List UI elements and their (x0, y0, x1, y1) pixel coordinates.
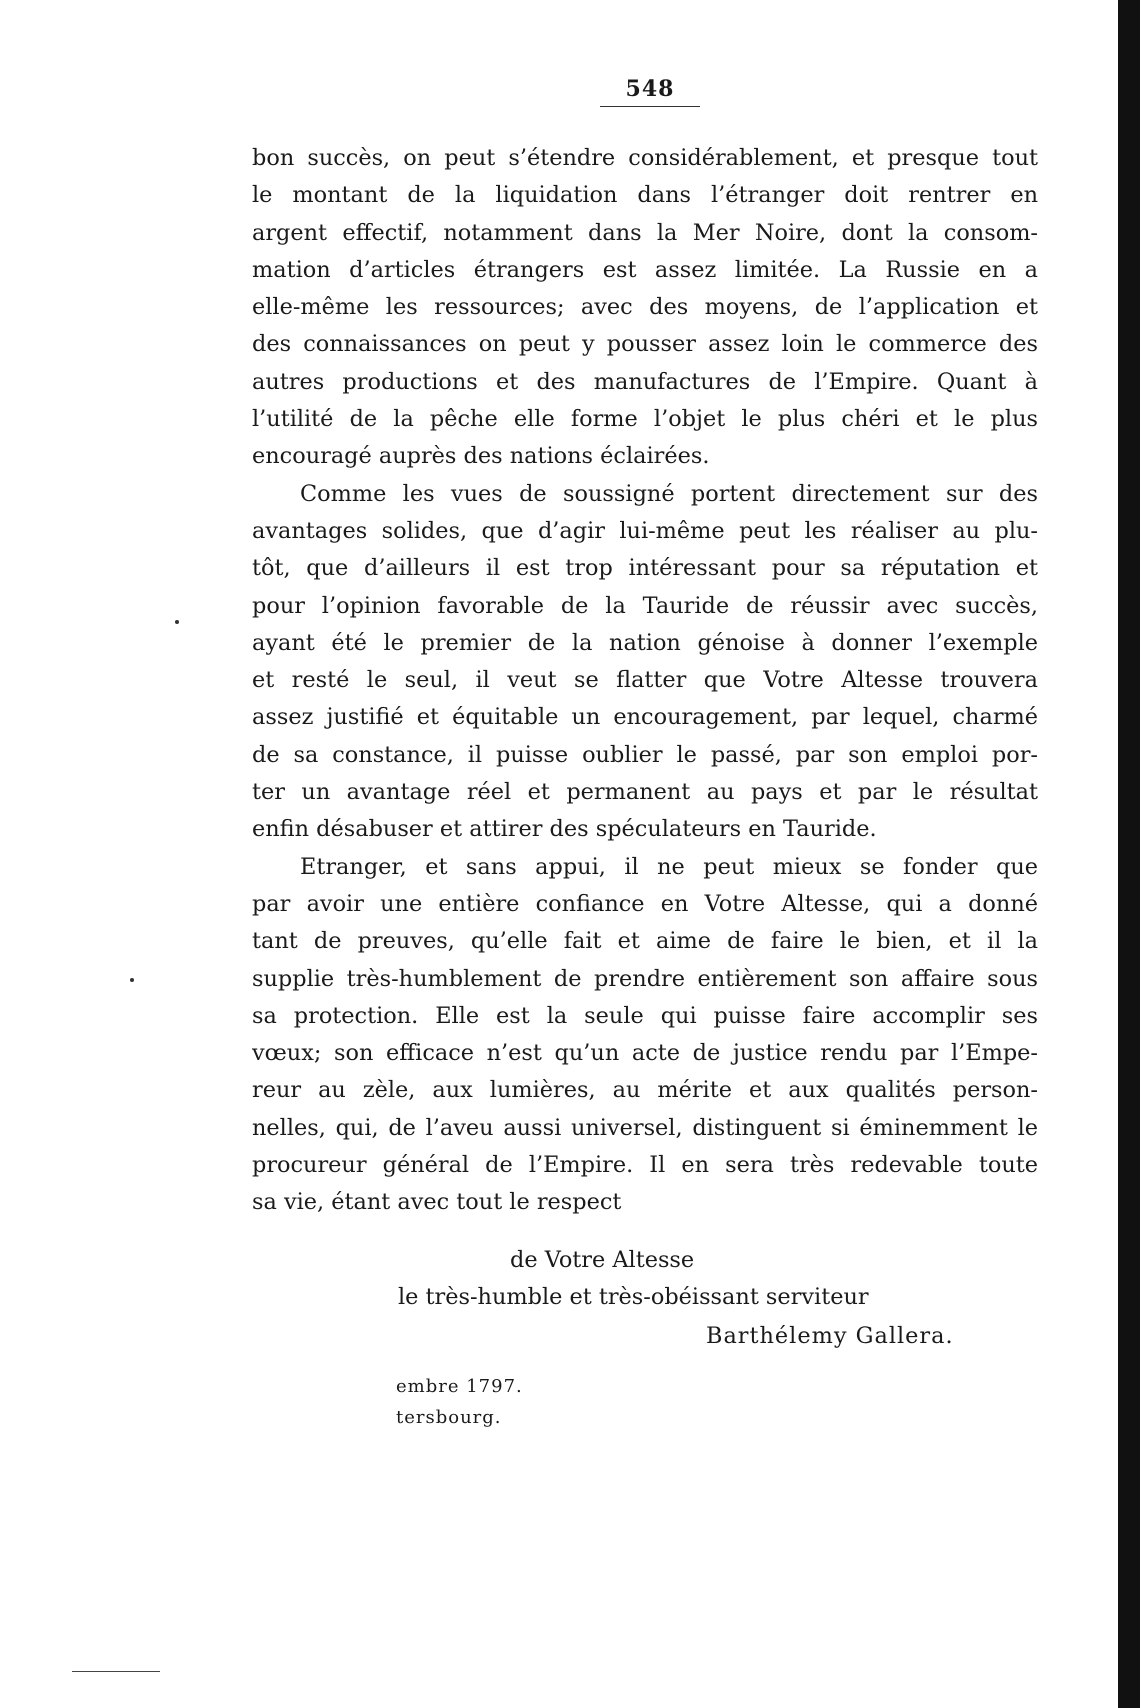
text-line: reur au zèle, aux lumières, au mérite et aux qualités person- (252, 1077, 1038, 1104)
text-line: et resté le seul, il veut se flatter que Votre Altesse trouvera (252, 667, 1038, 694)
dateline-date: embre 1797. (396, 1376, 523, 1397)
scan-speck (130, 978, 134, 982)
text-line: pour l’opinion favorable de la Tauride de réussir avec succès, (252, 592, 1038, 619)
scan-speck (175, 620, 179, 624)
signature: Barthélemy Gallera. (706, 1323, 954, 1349)
text-line: sa vie, étant avec tout le respect (252, 1189, 622, 1216)
page-number-rule (600, 106, 700, 107)
footnote-rule (72, 1671, 160, 1672)
text-line: de sa constance, il puisse oublier le passé, par son emploi por- (252, 741, 1038, 768)
text-line: procureur général de l’Empire. Il en sera très redevable toute (252, 1152, 1038, 1179)
closing-formula: le très-humble et très-obéissant serviteur (398, 1284, 869, 1310)
closing-salutation: de Votre Altesse (510, 1247, 695, 1273)
text-line: tant de preuves, qu’elle fait et aime de faire le bien, et il la (252, 928, 1038, 955)
text-line: tôt, que d’ailleurs il est trop intéressant pour sa réputation et (252, 555, 1038, 582)
text-line: Comme les vues de soussigné portent directement sur des (300, 480, 1038, 507)
text-line: supplie très-humblement de prendre entièrement son affaire sous (252, 965, 1038, 992)
text-line: nelles, qui, de l’aveu aussi universel, distinguent si éminemment le (252, 1114, 1038, 1141)
text-line: sa protection. Elle est la seule qui puisse faire accomplir ses (252, 1002, 1038, 1029)
text-line: bon succès, on peut s’étendre considérablement, et presque tout (252, 145, 1038, 171)
text-line: vœux; son efficace n’est qu’un acte de justice rendu par l’Empe- (252, 1040, 1038, 1067)
dateline-place: tersbourg. (396, 1407, 502, 1428)
text-line: argent effectif, notamment dans la Mer Noire, dont la consom- (252, 219, 1038, 246)
text-line: ter un avantage réel et permanent au pays et par le résultat (252, 779, 1038, 806)
text-line: avantages solides, que d’agir lui-même peut les réaliser au plu- (252, 517, 1038, 544)
page-number: 548 (625, 76, 675, 102)
text-line: le montant de la liquidation dans l’étranger doit rentrer en (252, 182, 1038, 209)
text-line: Etranger, et sans appui, il ne peut mieux se fonder que (300, 853, 1038, 880)
text-line: l’utilité de la pêche elle forme l’objet le plus chéri et le plus (252, 406, 1038, 433)
text-line: encouragé auprès des nations éclairées. (252, 443, 710, 470)
text-line: ayant été le premier de la nation génoise à donner l’exemple (252, 629, 1038, 656)
text-line: mation d’articles étrangers est assez limitée. La Russie en a (252, 256, 1038, 283)
text-line: autres productions et des manufactures de l’Empire. Quant à (252, 368, 1038, 395)
text-line: enfin désabuser et attirer des spéculateurs en Tauride. (252, 816, 877, 843)
text-line: assez justifié et équitable un encouragement, par lequel, charmé (252, 704, 1038, 731)
text-line: des connaissances on peut y pousser assez loin le commerce des (252, 331, 1038, 358)
page-edge-shadow (1118, 0, 1140, 1708)
text-line: par avoir une entière confiance en Votre Altesse, qui a donné (252, 890, 1038, 917)
letter-body (252, 140, 1038, 1222)
text-line: elle-même les ressources; avec des moyens, de l’application et (252, 294, 1038, 321)
